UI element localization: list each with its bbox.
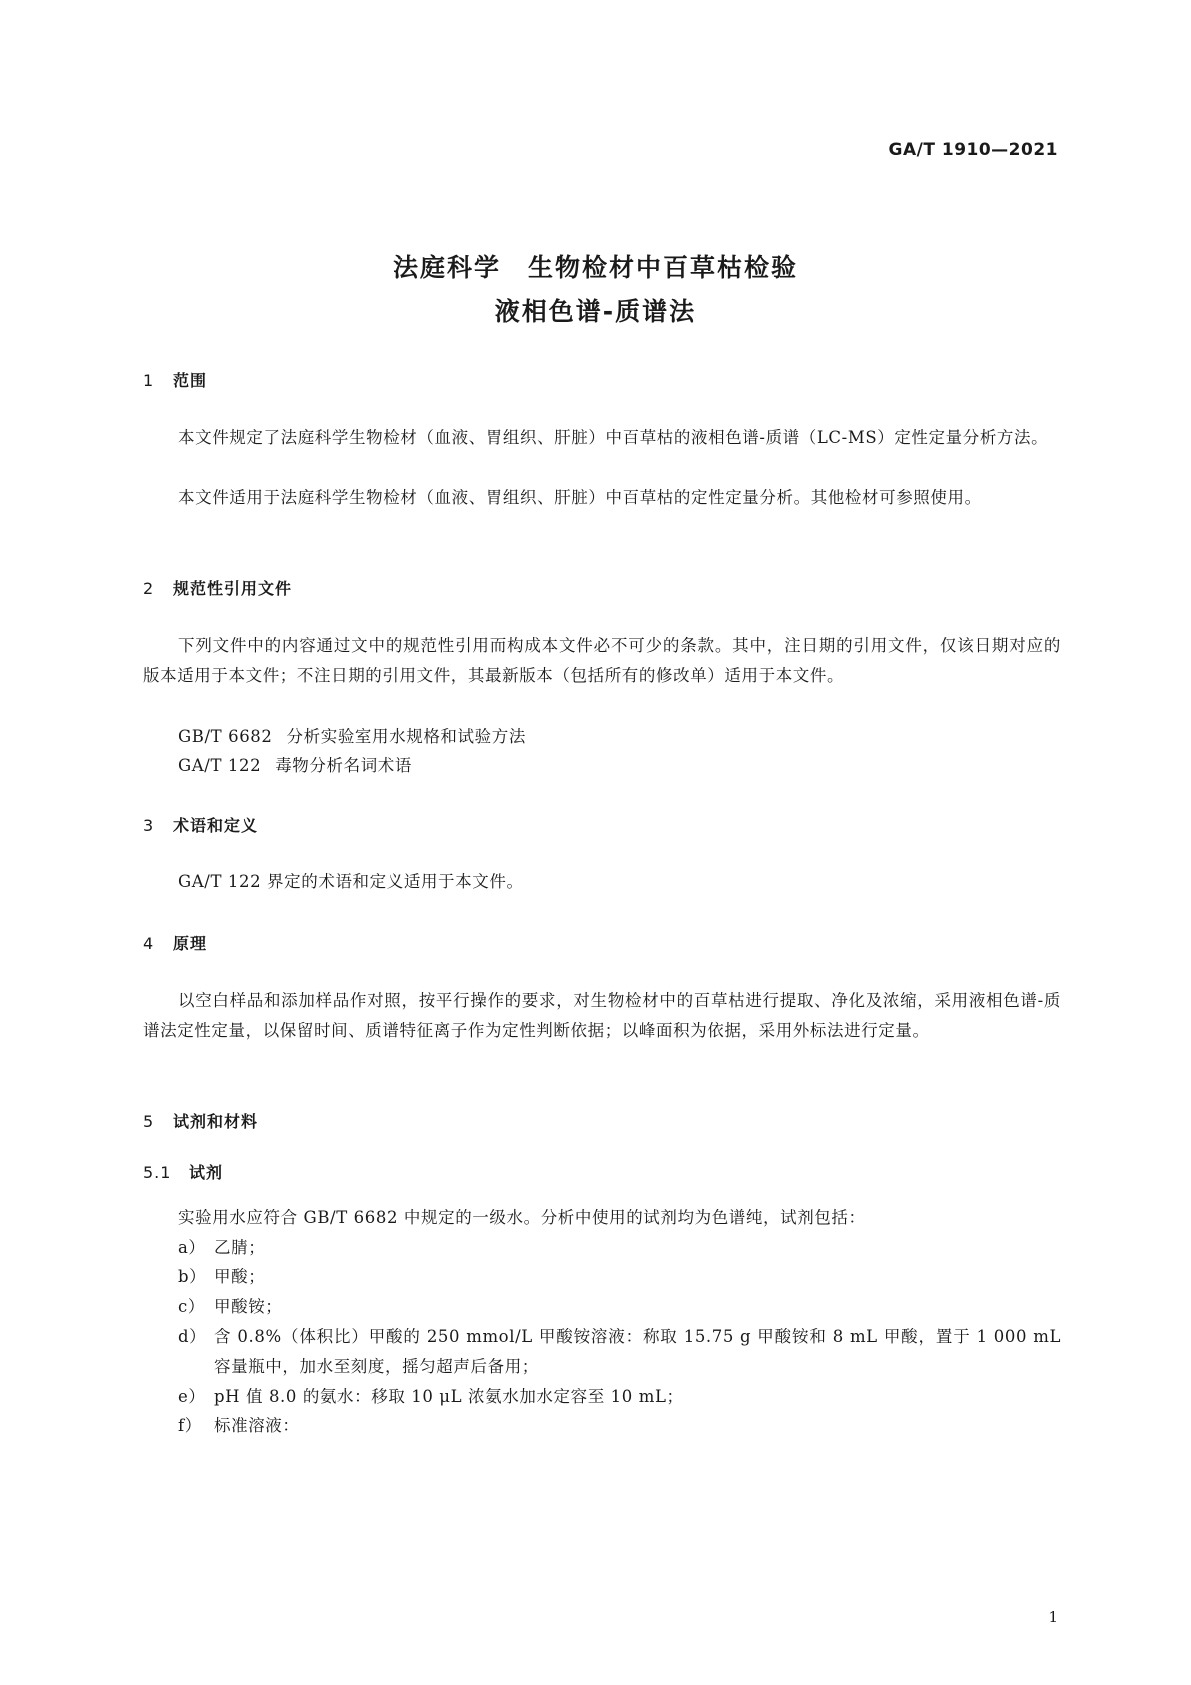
list-text: pH 值 8.0 的氨水：移取 10 μL 浓氨水加水定容至 10 mL；	[214, 1387, 684, 1406]
section-heading-normative-references	[143, 576, 292, 599]
list-marker: f）	[178, 1416, 202, 1435]
paragraph: 实验用水应符合 GB/T 6682 中规定的一级水。分析中使用的试剂均为色谱纯，试剂包括：	[178, 1208, 866, 1227]
list-item	[178, 1411, 1061, 1441]
paragraph: 下列文件中的内容通过文中的规范性引用而构成本文件必不可少的条款。其中，注日期的引用文件，仅该日期对应的版本适用于本文件；不注日期的引用文件，其最新版本（包括所有的修改单）适用于本文件。	[143, 636, 1061, 685]
section-number: 2	[143, 579, 155, 598]
section-title: 术语和定义	[173, 816, 259, 835]
section-title: 规范性引用文件	[173, 579, 293, 598]
list-marker: a）	[178, 1238, 206, 1257]
section-heading-scope	[143, 368, 207, 391]
standard-code: GA/T 1910—2021	[888, 140, 1058, 160]
reference-title: 毒物分析名词术语	[275, 756, 413, 775]
reference-code: GA/T 122	[178, 756, 262, 775]
reference-item	[178, 752, 412, 776]
subsection-number: 5.1	[143, 1163, 172, 1182]
list-text: 含 0.8%（体积比）甲酸的 250 mmol/L 甲酸铵溶液：称取 15.75 g 甲酸铵和 8 mL 甲酸，置于 1 000 mL 容量瓶中，加水至刻度，摇匀超声后备用；	[214, 1327, 1061, 1376]
section-title: 范围	[173, 371, 208, 390]
section-number: 3	[143, 816, 155, 835]
list-text: 甲酸；	[214, 1267, 266, 1286]
section-title: 试剂和材料	[173, 1112, 259, 1131]
paragraph: 本文件适用于法庭科学生物检材（血液、胃组织、肝脏）中百草枯的定性定量分析。其他检材可参照使用。	[178, 488, 982, 507]
section-number: 5	[143, 1112, 155, 1131]
subsection-heading-reagents	[143, 1160, 223, 1183]
section-heading-terms	[143, 813, 258, 836]
reference-item	[178, 723, 526, 747]
list-item	[178, 1233, 1061, 1263]
list-marker: d）	[178, 1327, 207, 1346]
list-marker: e）	[178, 1387, 206, 1406]
section-number: 1	[143, 371, 155, 390]
paragraph: 本文件规定了法庭科学生物检材（血液、胃组织、肝脏）中百草枯的液相色谱-质谱（LC-MS）定性定量分析方法。	[178, 428, 1049, 447]
section-title: 原理	[173, 934, 208, 953]
list-text: 甲酸铵；	[214, 1297, 283, 1316]
list-text: 乙腈；	[214, 1238, 266, 1257]
list-item	[178, 1262, 1061, 1292]
section-heading-reagents-materials	[143, 1109, 258, 1132]
section-heading-principle	[143, 931, 207, 954]
paragraph: 以空白样品和添加样品作对照，按平行操作的要求，对生物检材中的百草枯进行提取、净化及浓缩，采用液相色谱-质谱法定性定量，以保留时间、质谱特征离子作为定性判断依据；以峰面积为依据，采用外标法进行定量。	[143, 991, 1061, 1040]
list-marker: c）	[178, 1297, 205, 1316]
subsection-title: 试剂	[189, 1163, 224, 1182]
reference-title: 分析实验室用水规格和试验方法	[286, 727, 526, 746]
paragraph: GA/T 122 界定的术语和定义适用于本文件。	[178, 872, 524, 891]
list-text: 标准溶液：	[214, 1416, 300, 1435]
list-item	[178, 1382, 1061, 1412]
list-item	[178, 1292, 1061, 1322]
section-number: 4	[143, 934, 155, 953]
document-title-line1: 法庭科学 生物检材中百草枯检验	[392, 253, 798, 282]
list-marker: b）	[178, 1267, 207, 1286]
page-number: 1	[1048, 1608, 1058, 1626]
list-item	[178, 1322, 1061, 1382]
reference-code: GB/T 6682	[178, 727, 273, 746]
document-title-line2: 液相色谱-质谱法	[494, 297, 697, 326]
